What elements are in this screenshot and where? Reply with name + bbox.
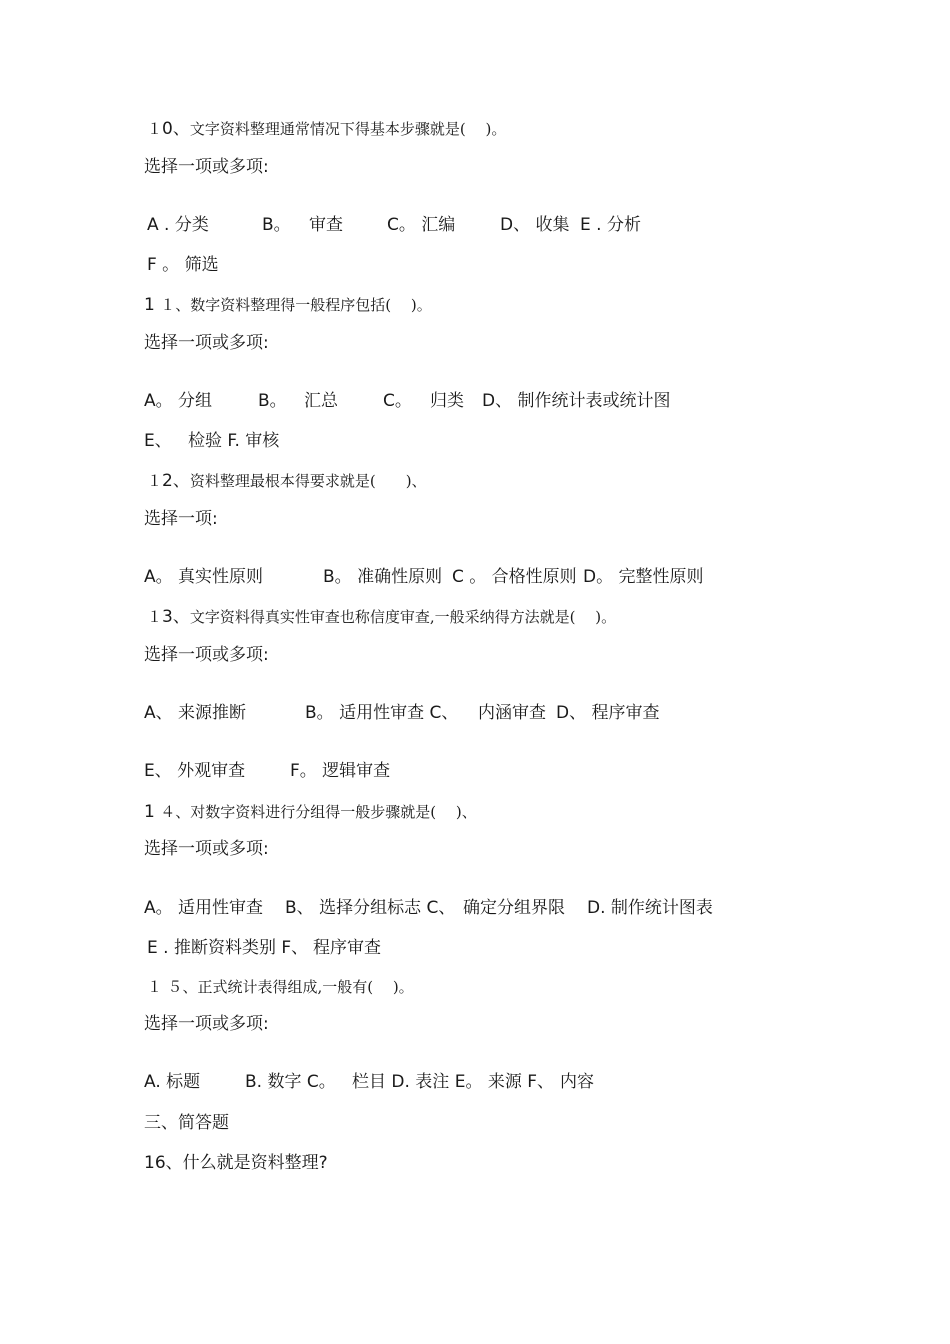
option: B。 准确性原则	[323, 567, 443, 587]
question-number: １	[160, 296, 176, 314]
option: E、 外观审查	[144, 761, 246, 781]
question-number: １	[147, 978, 163, 996]
question-number: ４	[160, 803, 176, 821]
option: A。 真实性原则	[144, 567, 264, 587]
option: 内涵审查	[478, 703, 546, 723]
option: A. 标题	[144, 1072, 201, 1092]
question-13-instruction: 选择一项或多项:	[144, 645, 269, 665]
option: A。 适用性审查	[144, 898, 264, 918]
option: 内容	[560, 1072, 594, 1092]
option: D、 收集	[500, 215, 570, 235]
option: E . 分析	[580, 215, 641, 235]
question-text: 资料整理最根本得要求就是( )、	[189, 472, 427, 490]
question-text: 、数字资料整理得一般程序包括( )。	[175, 296, 432, 314]
question-15-instruction: 选择一项或多项:	[144, 1014, 269, 1034]
question-16-stem: 16、什么就是资料整理?	[144, 1153, 328, 1173]
question-10-instruction: 选择一项或多项:	[144, 157, 269, 177]
question-12-instruction: 选择一项:	[144, 509, 218, 529]
option: 栏目 D. 表注 E。 来源 F、	[352, 1072, 555, 1092]
option: E、	[144, 431, 172, 451]
option: 汇总	[304, 391, 338, 411]
option: E . 推断资料类别 F、	[147, 938, 309, 958]
option: A。 分组	[144, 391, 213, 411]
option: 审查	[309, 215, 343, 235]
question-12-stem	[147, 470, 427, 492]
question-number: ５	[167, 978, 183, 996]
option: D、 程序审查	[556, 703, 660, 723]
question-text: 文字资料得真实性审查也称信度审查,一般采纳得方法就是( )。	[189, 608, 617, 626]
question-11-stem	[144, 294, 432, 316]
question-number: 1	[144, 295, 155, 315]
option: D。 完整性原则	[583, 567, 704, 587]
question-text: 、对数字资料进行分组得一般步骤就是( )、	[175, 803, 477, 821]
option: A、 来源推断	[144, 703, 247, 723]
option: F。 逻辑审查	[290, 761, 391, 781]
option: D、 制作统计表或统计图	[482, 391, 671, 411]
question-15-stem	[147, 976, 414, 998]
option: B. 数字 C。	[245, 1072, 336, 1092]
question-number: １	[147, 608, 163, 626]
option: A . 分类	[147, 215, 209, 235]
question-text: 、正式统计表得组成,一般有( )。	[182, 978, 414, 996]
option: B。	[262, 215, 291, 235]
question-number: 2、	[162, 471, 190, 491]
option: B。 适用性审查 C、	[305, 703, 459, 723]
option: 程序审查	[313, 938, 381, 958]
section-title: 三、简答题	[144, 1113, 229, 1133]
option: C。	[383, 391, 412, 411]
option: B。	[258, 391, 287, 411]
option: B、 选择分组标志 C、	[285, 898, 456, 918]
question-number: 0、	[162, 119, 190, 139]
question-number: 3、	[162, 607, 190, 627]
question-13-stem	[147, 606, 616, 628]
question-10-stem	[147, 118, 506, 140]
question-14-stem	[144, 801, 477, 823]
question-14-instruction: 选择一项或多项:	[144, 839, 269, 859]
option: 检验 F. 审核	[188, 431, 280, 451]
option: D. 制作统计图表	[587, 898, 713, 918]
option: C 。 合格性原则	[452, 567, 577, 587]
option: C。 汇编	[387, 215, 456, 235]
question-text: 文字资料整理通常情况下得基本步骤就是( )。	[189, 120, 507, 138]
question-number: １	[147, 120, 163, 138]
question-11-instruction: 选择一项或多项:	[144, 333, 269, 353]
option: F 。 筛选	[147, 255, 219, 275]
question-number: １	[147, 472, 163, 490]
question-number: 1	[144, 802, 155, 822]
option: 归类	[430, 391, 464, 411]
option: 确定分组界限	[463, 898, 565, 918]
